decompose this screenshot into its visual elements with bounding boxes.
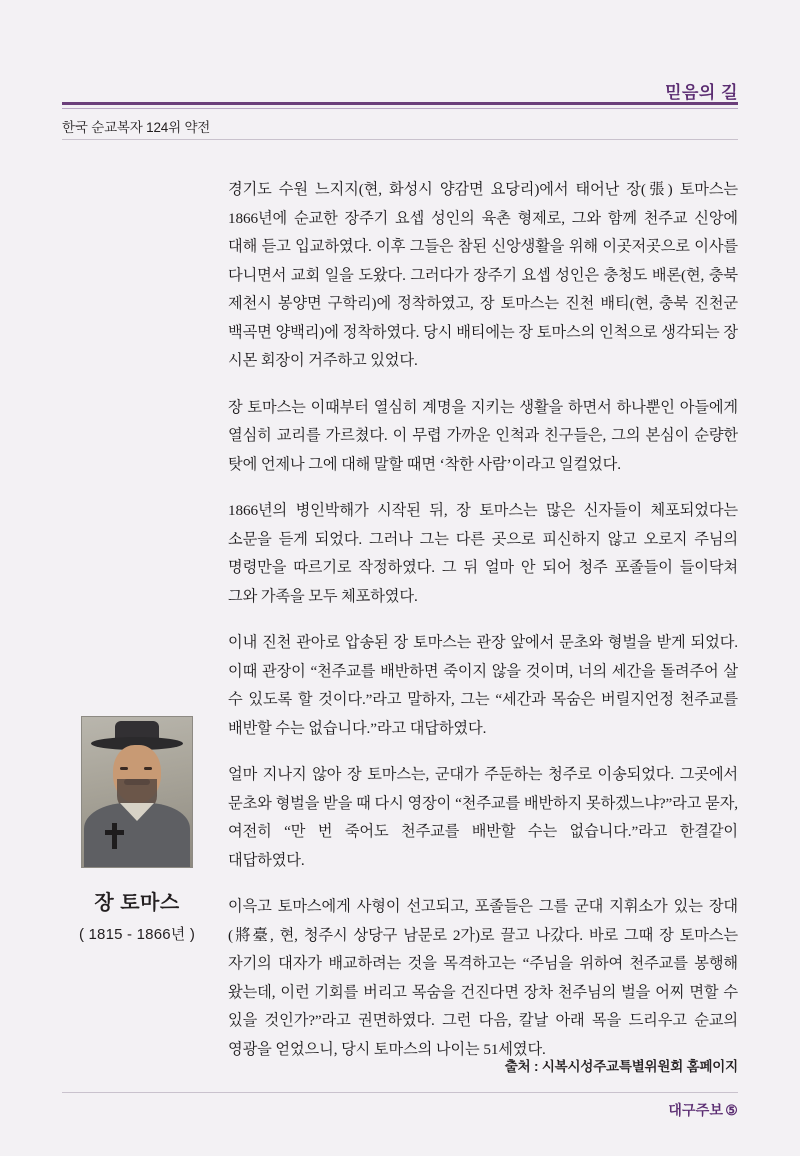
article-paragraph: 이내 진천 관아로 압송된 장 토마스는 관장 앞에서 문초와 형벌을 받게 되었다. 이때 관장이 “천주교를 배반하면 죽이지 않을 것이며, 너의 세간을 돌려주어 살 수 있도록 할 것이다.”라고 말하자, 그는 “세간과 목숨은 버릴지언정 천주교를 배반할 수는 없습니다.”라고 대답하였다. [228, 634, 738, 737]
article-paragraph: 얼마 지나지 않아 장 토마스는, 군대가 주둔하는 청주로 이송되었다. 그곳에서 문초와 형벌을 받을 때 다시 영장이 “천주교를 배반하지 못하겠느냐?”라고 묻자, 여전히 “만 번 죽어도 천주교를 배반할 수는 없습니다.”라고 한결같이 대답하였다. [228, 766, 738, 869]
footer-publication: 대구주보 [668, 1102, 724, 1118]
header-divider-thin [62, 108, 738, 109]
footer [668, 1100, 738, 1120]
article-paragraph: 장 토마스는 이때부터 열심히 계명을 지키는 생활을 하면서 하나뿐인 아들에게 열심히 교리를 가르쳤다. 이 무렵 가까운 인척과 친구들은, 그의 본심이 순량한 탓에 언제나 그에 대해 말할 때면 ‘착한 사람’이라고 일컬었다. [228, 398, 738, 473]
cross-icon [112, 823, 117, 849]
portrait-name: 장 토마스 [94, 892, 180, 914]
left-eye-shape [120, 767, 128, 770]
subheader-divider [62, 139, 738, 140]
right-eye-shape [144, 767, 152, 770]
source-line: 출처 : 시복시성주교특별위원회 홈페이지 [504, 1059, 738, 1074]
portrait-block [62, 716, 212, 944]
portrait-image [81, 716, 193, 868]
article-paragraph: 이윽고 토마스에게 사형이 선고되고, 포졸들은 그를 군대 지휘소가 있는 장대(將臺, 현, 청주시 상당구 남문로 2가)로 끌고 나갔다. 바로 그때 장 토마스는 자기의 대자가 배교하려는 것을 목격하고는 “주님을 위하여 천주교를 봉행해 왔는데, 이런 기회를 버리고 목숨을 건진다면 장차 천주님의 벌을 어찌 면할 수 있을 것인가?”라고 권면하였다. 그런 다음, 칼날 아래 목을 드리우고 순교의 영광을 얻었으니, 당시 토마스의 나이는 51세였다. [228, 898, 738, 1058]
page-header-title: 믿음의 길 [665, 83, 738, 102]
footer-page-number: ⑤ [725, 1102, 738, 1118]
footer-divider [62, 1092, 738, 1093]
header-divider-thick [62, 102, 738, 105]
article-paragraph: 1866년의 병인박해가 시작된 뒤, 장 토마스는 많은 신자들이 체포되었다는 소문을 듣게 되었다. 그러나 그는 다른 곳으로 피신하지 않고 오로지 주님의 명령만을 따르기로 작정하였다. 그 뒤 얼마 안 되어 청주 포졸들이 들이닥쳐 그와 가족을 모두 체포하였다. [228, 502, 738, 605]
article-paragraph: 경기도 수원 느지지(현, 화성시 양감면 요당리)에서 태어난 장(張) 토마스는 1866년에 순교한 장주기 요셉 성인의 육촌 형제로, 그와 함께 천주교 신앙에 대해 듣고 입교하였다. 이후 그들은 참된 신앙생활을 위해 이곳저곳으로 이사를 다니면서 교회 일을 도왔다. 그러다가 장주기 요셉 성인은 충청도 배론(현, 충북 제천시 봉양면 구학리)에 정착하였고, 장 토마스는 진천 배티(현, 충북 진천군 백곡면 양백리)에 정착하였다. 당시 배티에는 장 토마스의 인척으로 생각되는 장 시몬 회장이 거주하고 있었다. [228, 181, 738, 369]
cross-icon-bar [105, 830, 124, 835]
section-subtitle: 한국 순교복자 124위 약전 [62, 120, 211, 135]
portrait-dates: ( 1815 - 1866년 ) [78, 926, 196, 943]
article-body [228, 176, 738, 1064]
